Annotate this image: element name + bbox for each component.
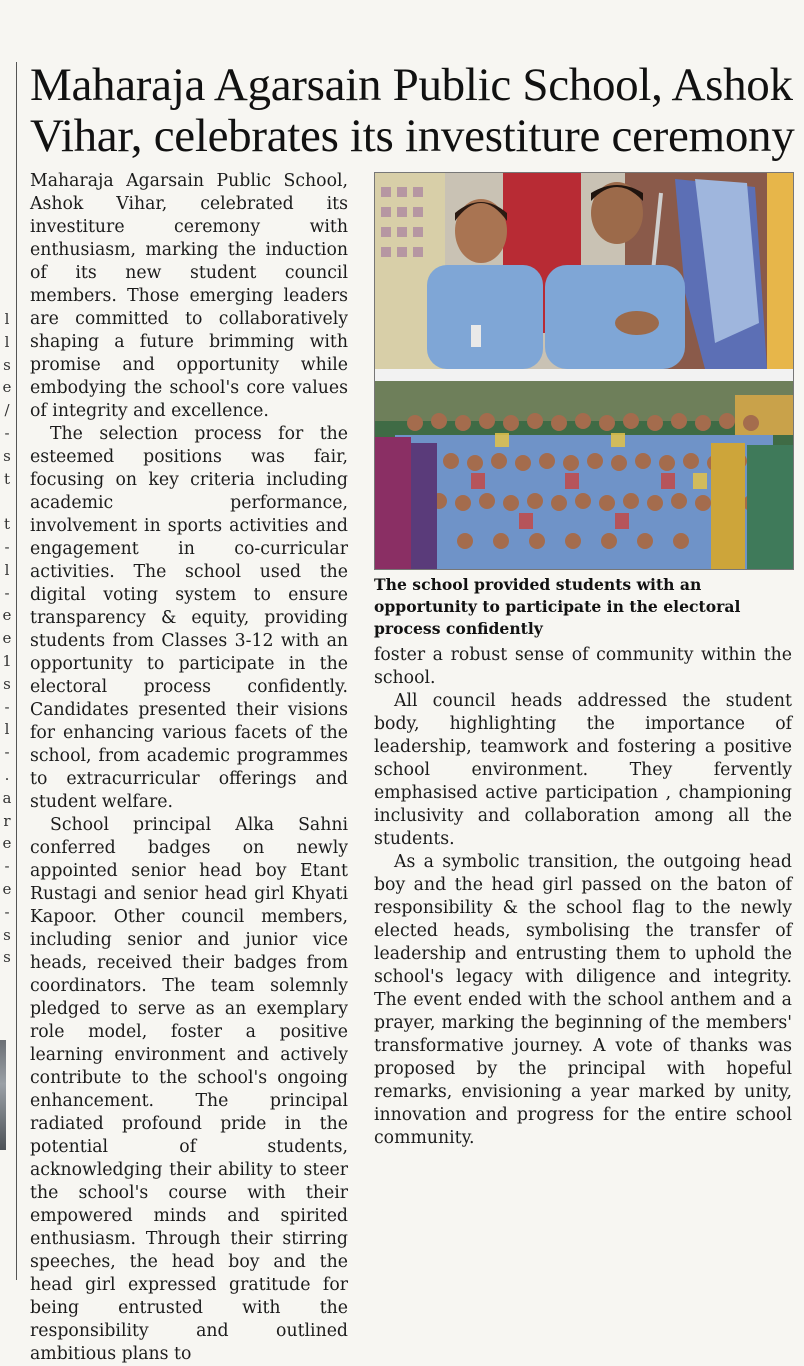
adjacent-column-fragments bbox=[2, 308, 12, 969]
adjacent-column-fragment: a bbox=[2, 788, 12, 807]
left-paragraph-3: School principal Alka Sahni conferred badges on newly appointed senior head boy Etant Rustagi and senior head girl Khyati Kapoor. Other council members, including senior and junior vice heads, received their badges from coordinators. The team solemnly pledged to serve as an exemplary role model, foster a positive learning environment and actively contribute to the school's ongoing enhancement. The principal radiated profound pride in the potential of students, acknowledging their ability to steer the school's course with their empowered minds and spirited enthusiasm. Through their stirring speeches, the head boy and the head girl expressed gratitude for being entrusted with the responsibility and outlined ambitious plans to bbox=[30, 815, 348, 1364]
article-left-column bbox=[30, 170, 348, 1366]
left-paragraph-1: Maharaja Agarsain Public School, Ashok Vihar, celebrated its investiture ceremony with enthusiasm, marking the induction of its new student council members. Those emerging leaders are committed to collaboratively shaping a future brimming with promise and opportunity while embodying the school's core values of integrity and excellence. bbox=[30, 171, 348, 421]
photo-caption: The school provided students with an opportunity to participate in the electoral process confidently bbox=[374, 575, 741, 638]
adjacent-column-fragment: - bbox=[4, 583, 10, 602]
adjacent-column-fragment: s bbox=[3, 355, 11, 374]
adjacent-column-fragment bbox=[2, 490, 12, 513]
adjacent-column-fragment: - bbox=[4, 857, 10, 876]
right-paragraph-2: All council heads addressed the student body, highlighting the importance of leadership, teamwork and fostering a positive school environment. They fervently emphasised active participation , championing inclusivity and collaboration among all the students. bbox=[374, 691, 792, 849]
adjacent-column-fragment: s bbox=[3, 925, 11, 944]
adjacent-column-fragment: - bbox=[4, 697, 10, 716]
adjacent-column-fragment: l bbox=[4, 720, 10, 739]
adjacent-column-rule bbox=[16, 62, 17, 1280]
adjacent-column-fragment: e bbox=[2, 629, 12, 648]
adjacent-column-fragment: 1 bbox=[2, 651, 12, 670]
photo-illustration bbox=[375, 173, 793, 569]
adjacent-column-fragment: - bbox=[4, 537, 10, 556]
right-paragraph-3: As a symbolic transition, the outgoing head boy and the head girl passed on the baton of responsibility & the school flag to the newly elected heads, symbolising the transfer of leadership and entrusting them to uphold the school's legacy with diligence and integrity. The event ended with the school anthem and a prayer, marking the beginning of the members' transformative journey. A vote of thanks was proposed by the principal with hopeful remarks, envisioning a year marked by unity, innovation and progress for the entire school community. bbox=[374, 852, 792, 1148]
article-photo bbox=[374, 172, 794, 570]
adjacent-column-fragment: r bbox=[3, 811, 11, 830]
adjacent-column-fragment: l bbox=[4, 310, 10, 328]
left-paragraph-2: The selection process for the esteemed positions was fair, focusing on key criteria including academic performance, involvement in sports activities and engagement in co-curricular activities. The school used the digital voting system to ensure transparency & equity, providing students from Classes 3-12 with an opportunity to participate in the electoral process confidently. Candidates presented their visions for enhancing various facets of the school, from academic programmes to extracurricular offerings and student welfare. bbox=[30, 424, 348, 812]
adjacent-photo-edge bbox=[0, 1040, 6, 1150]
adjacent-column-fragment: s bbox=[3, 446, 11, 465]
adjacent-column-fragment: l bbox=[4, 560, 10, 579]
adjacent-column-fragment: t bbox=[3, 515, 11, 534]
article-headline: Maharaja Agarsain Public School, Ashok Vihar, celebrates its investiture ceremony bbox=[30, 59, 795, 162]
adjacent-column-fragment: - bbox=[4, 743, 10, 762]
adjacent-column-fragment: t bbox=[3, 469, 11, 488]
adjacent-column-fragment: l bbox=[4, 332, 10, 351]
right-paragraph-1: foster a robust sense of community within the school. bbox=[374, 645, 792, 688]
article-right-column bbox=[374, 644, 792, 1150]
adjacent-column-fragment: e bbox=[2, 834, 12, 853]
adjacent-column-fragment: e bbox=[2, 879, 12, 898]
adjacent-column-fragment: s bbox=[3, 948, 11, 967]
adjacent-column-fragment: s bbox=[3, 674, 11, 693]
adjacent-column-fragment: . bbox=[4, 765, 10, 784]
adjacent-column-fragment: e bbox=[2, 378, 12, 397]
adjacent-column-fragment: e bbox=[2, 606, 12, 625]
adjacent-column-fragment: - bbox=[4, 423, 10, 442]
adjacent-column-fragment: / bbox=[4, 401, 10, 420]
adjacent-column-fragment: - bbox=[4, 902, 10, 921]
